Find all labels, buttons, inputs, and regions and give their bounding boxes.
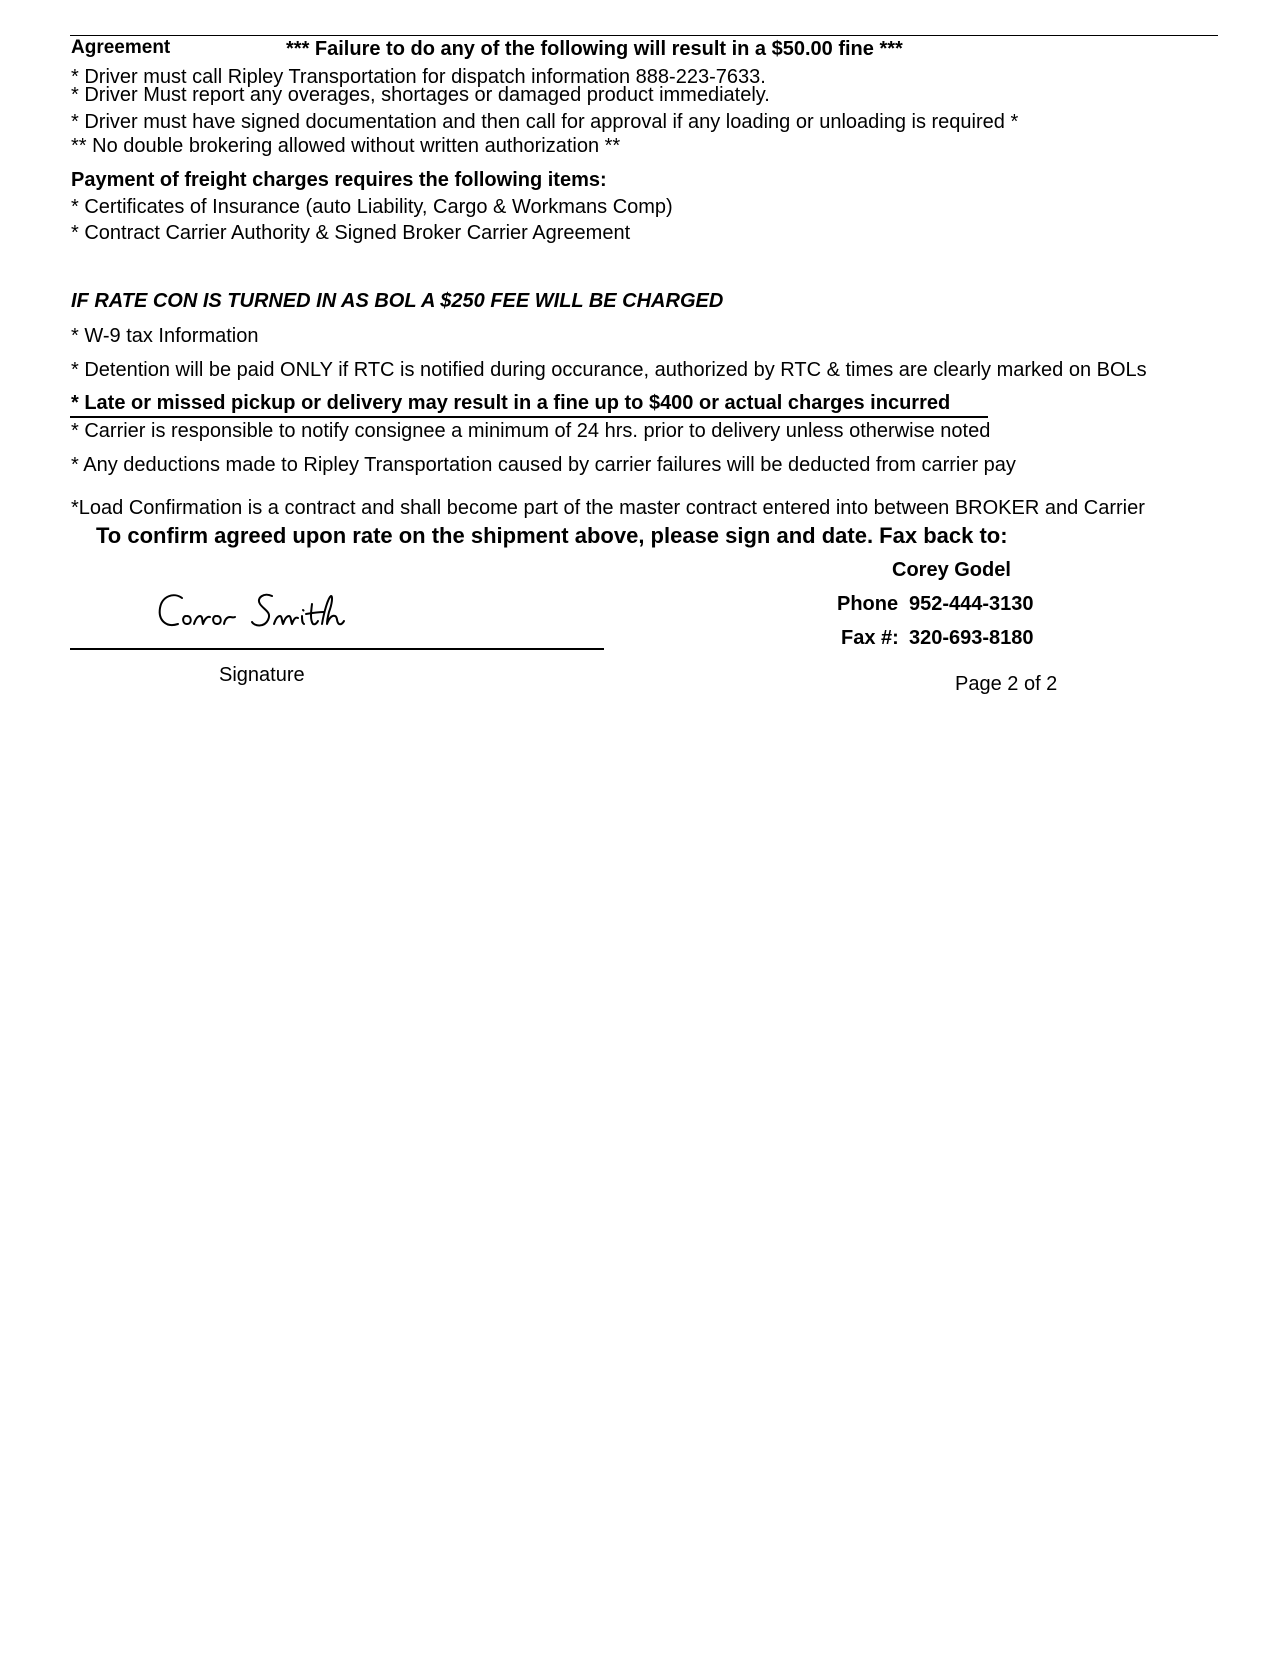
rule-overages: * Driver Must report any overages, shortages or damaged product immediately.: [71, 84, 770, 106]
contact-fax: 320-693-8180: [909, 627, 1034, 649]
agreement-heading: Agreement: [71, 37, 171, 58]
signature-line: [70, 648, 604, 650]
late-pickup-underline: [70, 416, 988, 418]
contact-phone: 952-444-3130: [909, 593, 1034, 615]
term-detention: * Detention will be paid ONLY if RTC is notified during occurance, authorized by RTC & times are clearly marked on BOLs: [71, 359, 1147, 381]
rule-documentation: * Driver must have signed documentation and then call for approval if any loading or unloading is required *: [71, 111, 1019, 133]
payment-item-authority: * Contract Carrier Authority & Signed Broker Carrier Agreement: [71, 222, 631, 244]
rule-dispatch: * Driver must call Ripley Transportation for dispatch information 888-223-7633.: [71, 66, 766, 88]
payment-heading: Payment of freight charges requires the following items:: [71, 169, 607, 191]
handwritten-signature: [156, 590, 366, 638]
contact-phone-label: Phone: [837, 593, 899, 615]
page-number: Page 2 of 2: [955, 673, 1058, 695]
term-deductions: * Any deductions made to Ripley Transportation caused by carrier failures will be deducted from carrier pay: [71, 454, 1016, 476]
confirm-instruction: To confirm agreed upon rate on the shipment above, please sign and date. Fax back to:: [96, 523, 1008, 548]
payment-item-insurance: * Certificates of Insurance (auto Liability, Cargo & Workmans Comp): [71, 196, 673, 218]
load-confirmation-notice: *Load Confirmation is a contract and shall become part of the master contract entered into between BROKER and Carrier: [71, 497, 1145, 519]
fine-notice: *** Failure to do any of the following will result in a $50.00 fine ***: [286, 38, 903, 60]
contact-name: Corey Godel: [892, 559, 1011, 581]
rule-double-brokering: ** No double brokering allowed without written authorization **: [71, 135, 621, 157]
contact-fax-label: Fax #:: [841, 627, 899, 649]
term-notify-consignee: * Carrier is responsible to notify consignee a minimum of 24 hrs. prior to delivery unless otherwise noted: [71, 420, 991, 442]
signature-label: Signature: [219, 664, 305, 686]
term-w9: * W-9 tax Information: [71, 325, 259, 347]
term-late-pickup: * Late or missed pickup or delivery may result in a fine up to $400 or actual charges incurred: [71, 392, 951, 414]
rate-con-warning: IF RATE CON IS TURNED IN AS BOL A $250 FEE WILL BE CHARGED: [71, 290, 724, 312]
top-divider: [70, 35, 1218, 36]
